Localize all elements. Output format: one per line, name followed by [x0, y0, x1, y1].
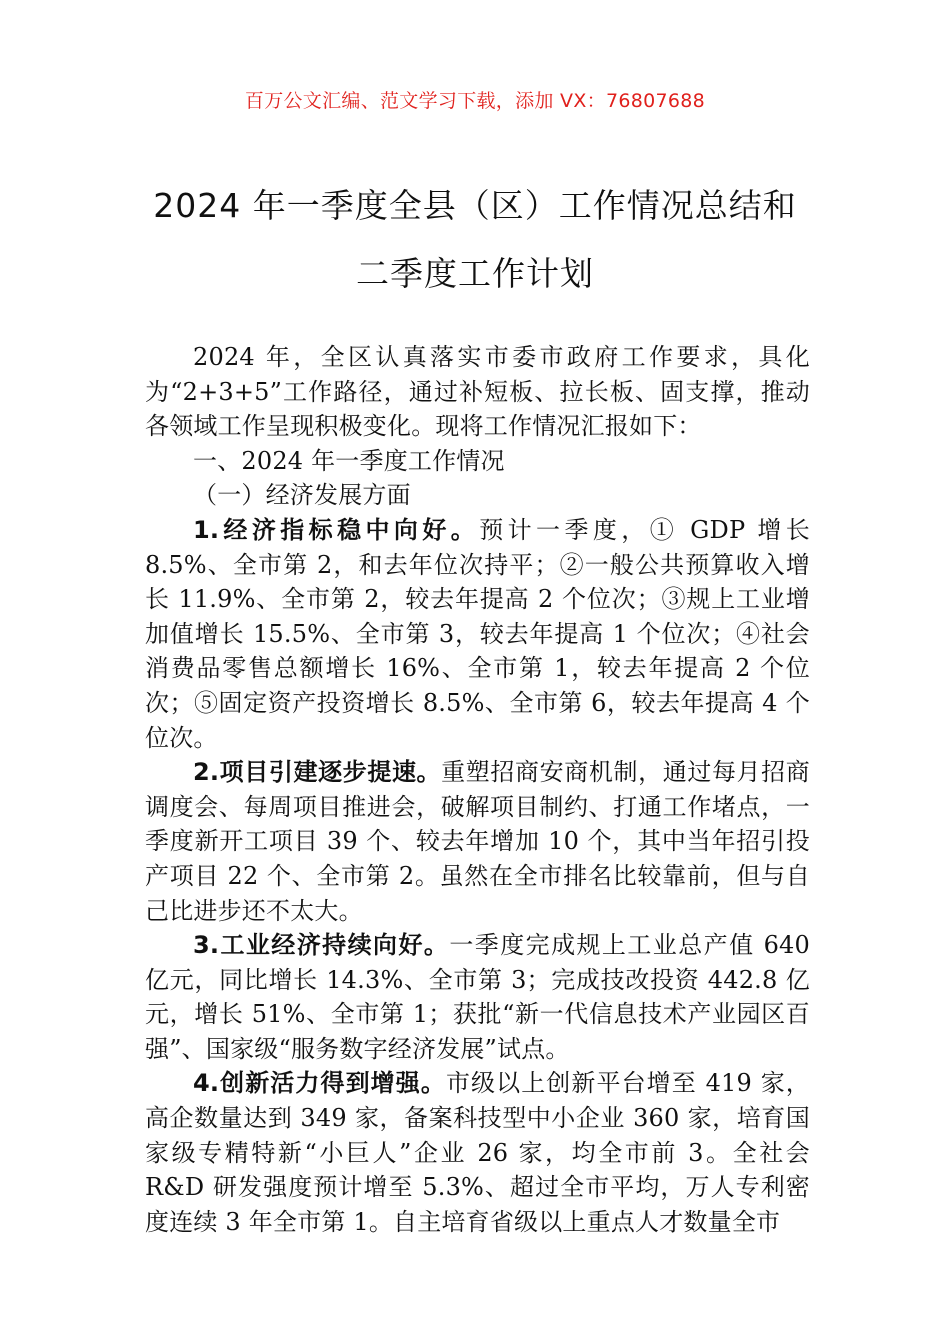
item-paragraph-4: [145, 1066, 810, 1239]
header-watermark-note: 百万公文汇编、范文学习下载，添加 VX：76807688: [244, 90, 706, 112]
subsection-heading: （一）经济发展方面: [193, 481, 411, 510]
item-paragraph-1: [145, 513, 810, 755]
document-title-line-2: 二季度工作计划: [356, 254, 594, 293]
item-4-lead: 4.创新活力得到增强。: [193, 1069, 446, 1098]
item-1-text: 预计一季度，① GDP 增长 8.5%、全市第 2，和去年位次持平；②一般公共预算收入增长 11.9%、全市第 2，较去年提高 2 个位次；③规上工业增加值增长 15.5%、全市第 3，较去年提高 1 个位次；④社会消费品零售总额增长 16%、全市第 1，较去年提高 2 个位次；⑤固定资产投资增长 8.5%、全市第 6，较去年提高 4 个位次。: [145, 515, 810, 752]
document-title-line-1: 2024 年一季度全县（区）工作情况总结和: [153, 186, 797, 225]
section-heading: 一、2024 年一季度工作情况: [193, 446, 505, 475]
item-paragraph-3: [145, 928, 810, 1066]
item-4-text: 市级以上创新平台增至 419 家，高企数量达到 349 家，备案科技型中小企业 360 家，培育国家级专精特新“小巨人”企业 26 家，均全市前 3。全社会 R&D 研发强度预计增至 5.3%、超过全市平均，万人专利密度连续 3 年全市第 1。自主培育省级以上重点人才数量全市: [145, 1069, 810, 1236]
item-2-lead: 2.项目引建逐步提速。: [193, 758, 442, 787]
item-2-text: 重塑招商安商机制，通过每月招商调度会、每周项目推进会，破解项目制约、打通工作堵点，一季度新开工项目 39 个、较去年增加 10 个，其中当年招引投产项目 22 个、全市第 2。虽然在全市排名比较靠前，但与自己比进步还不太大。: [145, 758, 810, 925]
document-body: [145, 340, 810, 1239]
item-1-lead: 1.经济指标稳中向好。: [193, 515, 480, 544]
intro-paragraph: 2024 年，全区认真落实市委市政府工作要求，具化为“2+3+5”工作路径，通过补短板、拉长板、固支撑，推动各领域工作呈现积极变化。现将工作情况汇报如下：: [145, 343, 810, 441]
item-paragraph-2: [145, 755, 810, 928]
item-3-lead: 3.工业经济持续向好。: [193, 931, 450, 960]
item-3-text: 一季度完成规上工业总产值 640 亿元，同比增长 14.3%、全市第 3；完成技改投资 442.8 亿元，增长 51%、全市第 1；获批“新一代信息技术产业园区百强”、国家级“服务数字经济发展”试点。: [145, 931, 810, 1063]
